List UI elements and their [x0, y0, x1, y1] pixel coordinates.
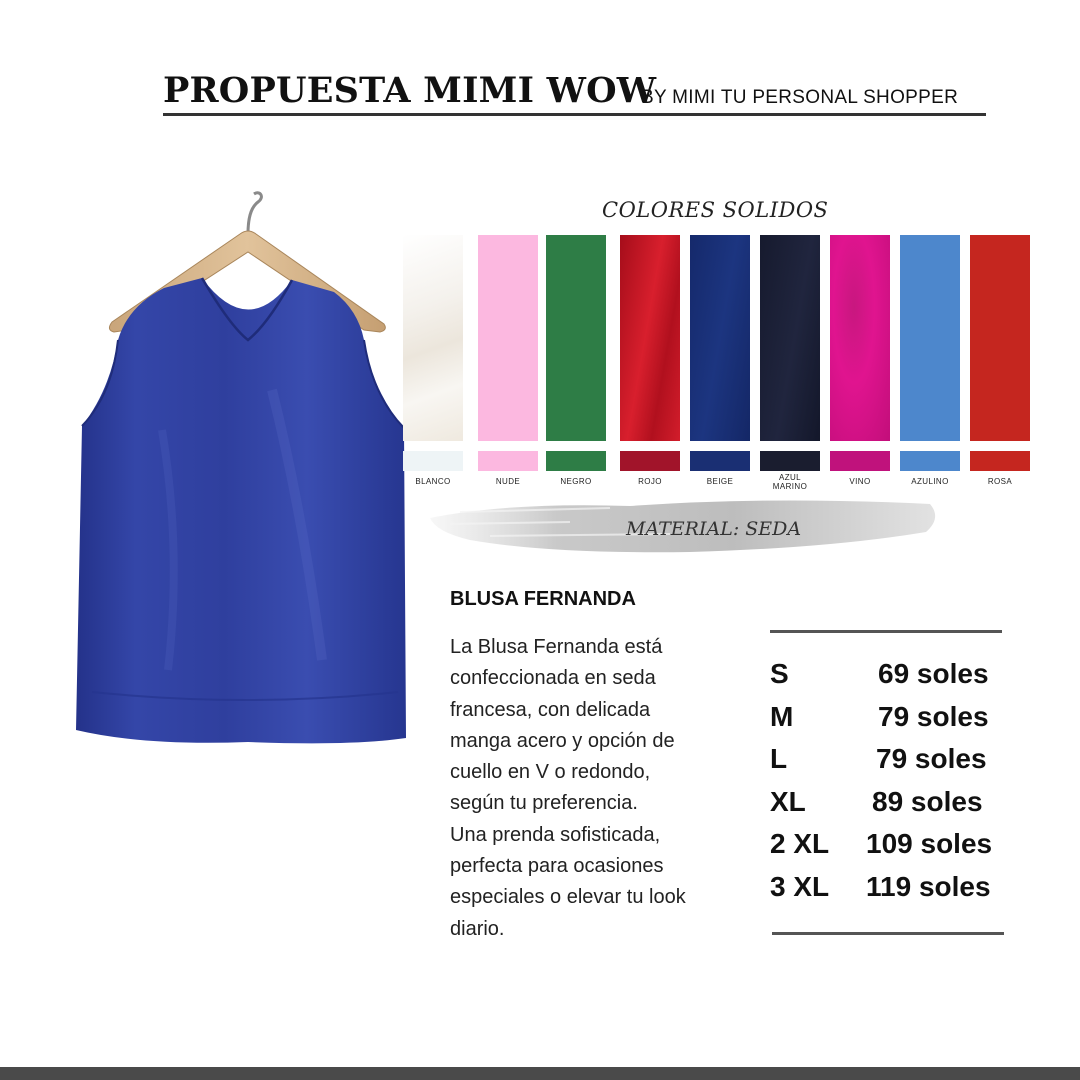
swatch-fabric [970, 235, 1030, 441]
description-line: según tu preferencia. [450, 792, 638, 815]
swatch-chip [690, 451, 750, 471]
description-line: La Blusa Fernanda está [450, 636, 663, 658]
color-swatch [546, 235, 606, 486]
description-line: especiales o elevar tu look [450, 886, 686, 909]
swatch-chip [546, 451, 606, 471]
header-divider [163, 113, 986, 116]
description-line: manga acero y opción de [450, 729, 675, 752]
product-description [450, 632, 750, 945]
hanger-hook-icon [248, 193, 261, 234]
swatch-label: NEGRO [560, 477, 592, 486]
description-line: confeccionada en seda [450, 667, 656, 690]
material-label: MATERIAL: SEDA [626, 518, 802, 540]
brand-title: PROPUESTA MIMI WOW [163, 70, 657, 111]
price-value: 79 soles [876, 743, 987, 775]
price-value: 69 soles [878, 658, 989, 689]
swatch-label: AZUL MARINO [772, 473, 808, 491]
price-row [770, 786, 1010, 826]
size-label: S [770, 658, 789, 689]
color-swatch [620, 235, 680, 486]
size-label: 3 XL [770, 871, 830, 902]
price-value: 119 soles [866, 871, 991, 902]
swatch-fabric [403, 235, 463, 441]
swatch-label: ROJO [638, 477, 662, 486]
price-row [770, 658, 1010, 698]
price-row [770, 828, 1010, 868]
size-label: M [770, 700, 794, 732]
description-line: diario. [450, 917, 505, 940]
swatch-fabric [620, 235, 680, 441]
swatch-label: BLANCO [415, 477, 451, 486]
product-photo [72, 190, 412, 750]
swatch-chip [403, 451, 463, 471]
swatch-fabric [478, 235, 538, 441]
size-label: 2 XL [770, 828, 830, 860]
price-divider-bottom [772, 932, 1004, 935]
colors-heading: COLORES SOLIDOS [602, 198, 829, 222]
swatch-label: AZULINO [911, 477, 949, 486]
swatch-chip [970, 451, 1030, 471]
color-swatch [760, 235, 820, 491]
color-swatch [900, 235, 960, 486]
swatch-fabric [900, 235, 960, 441]
description-line: francesa, con delicada [450, 698, 651, 721]
color-swatch [403, 235, 463, 486]
swatch-fabric [690, 235, 750, 441]
swatch-label: VINO [849, 477, 871, 486]
color-swatch [970, 235, 1030, 486]
color-swatch [690, 235, 750, 486]
footer-bar [0, 1067, 1080, 1080]
description-line: perfecta para ocasiones [450, 855, 664, 878]
swatch-label: NUDE [495, 477, 521, 486]
description-line: cuello en V o redondo, [450, 761, 651, 784]
price-divider-top [770, 630, 1002, 633]
price-row [770, 871, 1010, 911]
blouse-icon [76, 278, 406, 743]
product-name: BLUSA FERNANDA [450, 588, 636, 610]
color-swatch [830, 235, 890, 486]
swatch-fabric [760, 235, 820, 441]
price-row [770, 743, 1010, 783]
swatch-chip [900, 451, 960, 471]
description-line: Una prenda sofisticada, [450, 823, 661, 846]
swatch-chip [760, 451, 820, 471]
price-row [770, 701, 1010, 741]
swatch-label: ROSA [987, 477, 1013, 486]
swatch-chip [478, 451, 538, 471]
size-label: XL [770, 785, 806, 817]
color-swatch [478, 235, 538, 486]
price-value: 89 soles [872, 785, 983, 817]
header [163, 70, 986, 118]
swatch-chip [620, 451, 680, 471]
size-label: L [770, 743, 788, 775]
swatch-fabric [546, 235, 606, 441]
price-value: 109 soles [866, 828, 993, 860]
swatch-fabric [830, 235, 890, 441]
swatch-chip [830, 451, 890, 471]
price-value: 79 soles [878, 700, 989, 732]
swatch-label: BEIGE [706, 477, 734, 486]
color-swatches [403, 235, 1035, 495]
brand-subtitle: BY MIMI TU PERSONAL SHOPPER [641, 87, 959, 108]
